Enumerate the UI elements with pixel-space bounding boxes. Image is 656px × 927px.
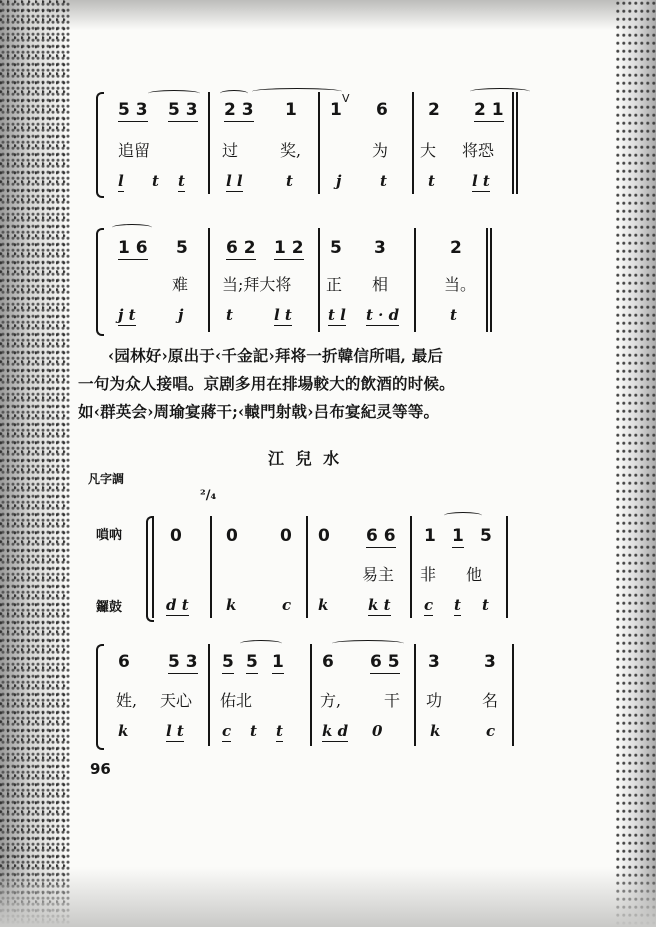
slur [332,640,404,647]
lyric: 追留 [118,141,151,160]
page-number: 96 [90,760,111,778]
time-signature: ²/₄ [200,488,217,503]
lyric: 为 [372,141,389,160]
percussion: l [118,172,124,190]
percussion: j [178,306,184,324]
bar-line [410,516,412,618]
note: 5 [246,652,258,672]
percussion: t [286,172,293,190]
lyric: 大 [420,141,437,160]
note: 5 [480,526,492,546]
slur [252,88,342,95]
percussion: k t [368,596,391,614]
note: 0 [226,526,238,546]
bar-line [486,228,488,332]
commentary-paragraph [78,342,538,426]
note: 5 3 [168,652,198,672]
slur [148,90,200,97]
note: 3 [374,238,386,258]
note: 1 [272,652,284,672]
lyric: 天心 [160,691,193,710]
lyric: 易主 [362,565,395,584]
percussion: c [282,596,292,614]
bar-line [490,228,492,332]
lyric: 相 [372,275,389,294]
note: 2 1 [474,100,504,120]
percussion: t [482,596,489,614]
bar-line [208,228,210,332]
breath-mark: V [342,92,350,105]
lyric: 他 [466,565,483,584]
bar-line [512,644,514,746]
scan-shadow-right [616,0,656,927]
bar-line [516,92,518,194]
system-brace [96,644,104,750]
percussion: k d [322,722,349,740]
percussion: c [486,722,496,740]
bar-line [506,516,508,618]
note: 1 [285,100,297,120]
note: 3 [428,652,440,672]
bar-line [152,516,154,618]
note: 0 [170,526,182,546]
lyric: 难 [172,275,189,294]
percussion: t [454,596,461,614]
percussion: t · d [366,306,400,324]
note: 5 3 [168,100,198,120]
percussion: c [222,722,232,740]
percussion: k [430,722,441,740]
lyric: 方, [320,691,342,710]
bar-line [208,92,210,194]
note: 5 [222,652,234,672]
note: 6 [322,652,334,672]
note: 2 3 [224,100,254,120]
scan-shadow-left [0,0,70,927]
scan-shadow-top [0,0,656,30]
bar-line [210,516,212,618]
note: 5 3 [118,100,148,120]
note: 6 [118,652,130,672]
note: 1 2 [274,238,304,258]
slur [240,640,282,647]
percussion: d t [166,596,189,614]
bar-line [306,516,308,618]
percussion: l t [472,172,490,190]
slur [444,512,482,519]
instrument-label: 嗩吶 [96,528,123,543]
percussion: t [226,306,233,324]
note: 0 [318,526,330,546]
percussion: k [318,596,329,614]
percussion: j [336,172,342,190]
percussion: 0 [372,722,383,740]
lyric: 姓, [116,691,138,710]
percussion: t [250,722,257,740]
lyric: 将恐 [462,141,495,160]
lyric: 佑北 [220,691,253,710]
lyric: 当。 [444,275,477,294]
note: 3 [484,652,496,672]
slur [112,224,152,231]
percussion: l t [166,722,184,740]
bar-line [318,92,320,194]
note: 0 [280,526,292,546]
note: 6 [376,100,388,120]
lyric: 正 [326,275,343,294]
mode-label: 凡字調 [88,472,125,486]
note: 6 2 [226,238,256,258]
percussion: k [226,596,237,614]
lyric: 过 [222,141,239,160]
note: 2 [450,238,462,258]
system-brace [96,228,104,336]
note: 5 [176,238,188,258]
bar-line [310,644,312,746]
percussion: k [118,722,129,740]
note: 6 6 [366,526,396,546]
lyric: 功 [426,691,443,710]
percussion: l t [274,306,292,324]
percussion: t [428,172,435,190]
bar-line [208,644,210,746]
bar-line [414,228,416,332]
bar-line [318,228,320,332]
scan-shadow-bottom [0,867,656,927]
paragraph-line: ‹园林好›原出于‹千金記›拜将一折韓信所唱, 最后 [108,346,444,365]
percussion: t [152,172,159,190]
paragraph-line: 一句为众人接唱。京剧多用在排場較大的飲酒的时候。 [78,374,455,393]
lyric: 名 [482,691,499,710]
lyric: 奖, [280,141,302,160]
bar-line [414,644,416,746]
note: 1 [452,526,464,546]
lyric: 非 [420,565,437,584]
system-brace [96,92,104,198]
bar-line [412,92,414,194]
bar-line [512,92,514,194]
percussion: t [178,172,185,190]
percussion: t [380,172,387,190]
note: 1 [330,100,342,120]
percussion: t [450,306,457,324]
note: 1 [424,526,436,546]
paragraph-line: 如‹群英会›周瑜宴蔣干;‹轅門射戟›吕布宴紀灵等等。 [78,402,440,421]
percussion: j t [118,306,136,324]
note: 2 [428,100,440,120]
lyric: 干 [384,691,401,710]
percussion: t [276,722,283,740]
lyric: 当;拜大将 [222,275,292,294]
note: 1 6 [118,238,148,258]
percussion: l l [226,172,243,190]
slur [470,88,530,95]
note: 5 [330,238,342,258]
note: 6 5 [370,652,400,672]
instrument-label: 鑼鼓 [96,600,123,615]
section-title: 江 兒 水 [268,449,343,468]
slur [220,90,248,97]
percussion: c [424,596,434,614]
percussion: t l [328,306,346,324]
